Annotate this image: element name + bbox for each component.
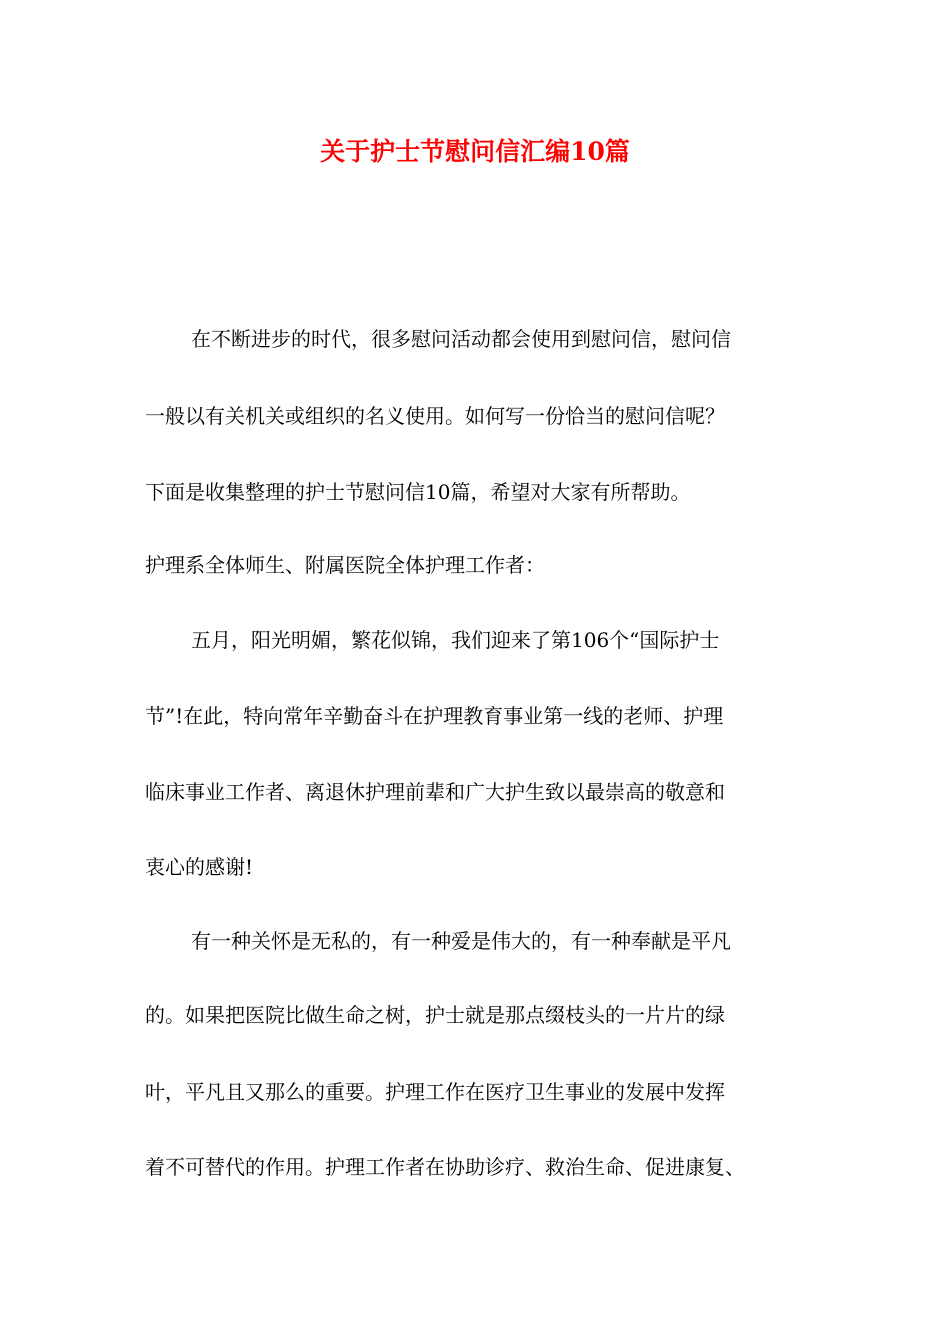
body-line-11: 叶，平凡且又那么的重要。护理工作在医疗卫生事业的发展中发挥 (145, 1080, 725, 1104)
body-line-1: 在不断进步的时代，很多慰问活动都会使用到慰问信，慰问信 (191, 327, 731, 351)
body-line-5: 五月，阳光明媚，繁花似锦，我们迎来了第106个“国际护士 (191, 628, 720, 652)
body-line-6: 节”!在此，特向常年辛勤奋斗在护理教育事业第一线的老师、护理 (145, 704, 724, 728)
salutation-line: 护理系全体师生、附属医院全体护理工作者： (145, 553, 545, 577)
document-title: 关于护士节慰问信汇编10篇 (320, 137, 630, 166)
body-line-10: 的。如果把医院比做生命之树，护士就是那点缀枝头的一片片的绿 (145, 1003, 725, 1027)
body-line-3: 下面是收集整理的护士节慰问信10篇，希望对大家有所帮助。 (145, 480, 691, 504)
body-line-8: 衷心的感谢! (145, 855, 254, 879)
body-line-9: 有一种关怀是无私的，有一种爱是伟大的，有一种奉献是平凡 (191, 929, 731, 953)
body-line-12: 着不可替代的作用。护理工作者在协助诊疗、救治生命、促进康复、 (145, 1155, 745, 1179)
body-line-2: 一般以有关机关或组织的名义使用。如何写一份恰当的慰问信呢？ (145, 404, 725, 428)
body-line-7: 临床事业工作者、离退休护理前辈和广大护生致以最崇高的敬意和 (145, 780, 725, 804)
